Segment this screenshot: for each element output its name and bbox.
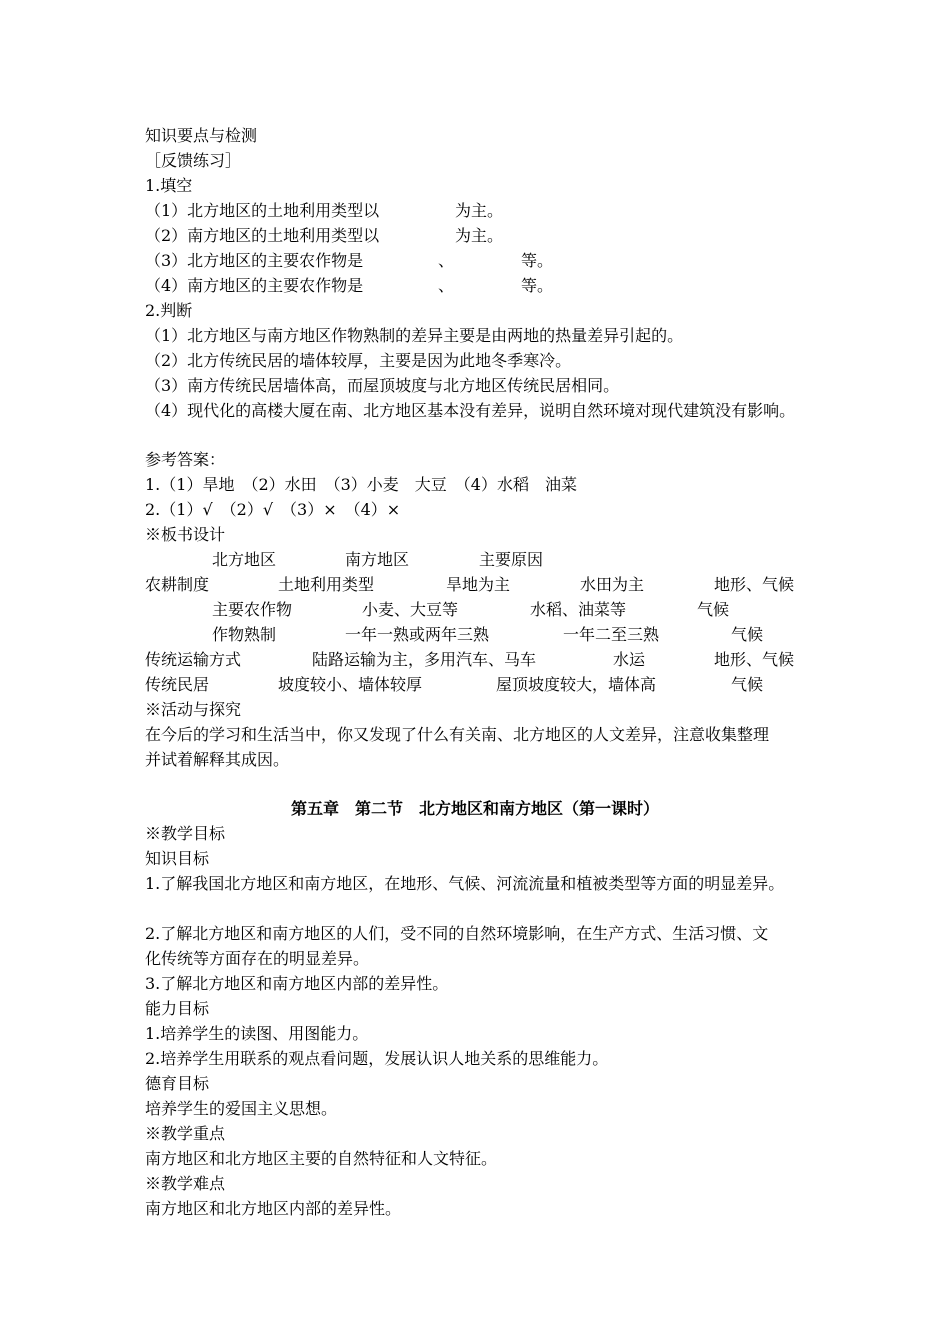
fill-blank-suffix: 等。: [521, 276, 554, 295]
teaching-focus-title: ※教学重点: [145, 1124, 226, 1143]
board-row-south: 水田为主: [580, 575, 645, 594]
board-row-south: 屋顶坡度较大，墙体高: [496, 675, 657, 694]
knowledge-goal-2-cont: 化传统等方面存在的明显差异。: [145, 949, 370, 968]
fill-blank-text: （3）北方地区的主要农作物是: [145, 251, 364, 270]
board-row-reason: 地形、气候: [714, 650, 795, 669]
board-row-sub: 土地利用类型: [278, 575, 375, 594]
board-row-north: 一年一熟或两年三熟: [345, 625, 490, 644]
fill-blank-suffix: 为主。: [455, 201, 504, 220]
board-header-north: 北方地区: [212, 550, 277, 569]
fill-blank-suffix: 等。: [521, 251, 554, 270]
board-row-group: 传统民居: [145, 675, 210, 694]
answers-line-2: 2.（1）√ （2）√ （3）× （4）×: [145, 500, 401, 519]
fill-blank-item-4: [145, 276, 363, 296]
board-row-north: 陆路运输为主，多用汽车、马车: [312, 650, 537, 669]
teaching-goals-title: ※教学目标: [145, 824, 226, 843]
activity-title: ※活动与探究: [145, 700, 242, 719]
board-row-south: 水稻、油菜等: [530, 600, 627, 619]
board-row-north: 小麦、大豆等: [362, 600, 459, 619]
fill-blank-separator: 、: [438, 251, 455, 270]
fill-blank-text: （4）南方地区的主要农作物是: [145, 276, 364, 295]
judge-item-4: （4）现代化的高楼大厦在南、北方地区基本没有差异，说明自然环境对现代建筑没有影响。: [145, 401, 796, 420]
fill-blank-text: （1）北方地区的土地利用类型以: [145, 201, 380, 220]
judge-item-2: （2）北方传统民居的墙体较厚，主要是因为此地冬季寒冷。: [145, 351, 572, 370]
moral-goal-1: 培养学生的爱国主义思想。: [145, 1099, 338, 1118]
board-design-title: ※板书设计: [145, 525, 226, 544]
teaching-difficulty: 南方地区和北方地区内部的差异性。: [145, 1199, 402, 1218]
board-row-south: 一年二至三熟: [563, 625, 660, 644]
question-2-title: 2.判断: [145, 301, 193, 320]
ability-goal-1: 1.培养学生的读图、用图能力。: [145, 1024, 369, 1043]
fill-blank-item-2: [145, 226, 379, 246]
teaching-focus: 南方地区和北方地区主要的自然特征和人文特征。: [145, 1149, 498, 1168]
board-header-south: 南方地区: [345, 550, 410, 569]
fill-blank-separator: 、: [438, 276, 455, 295]
knowledge-goal-2: 2.了解北方地区和南方地区的人们，受不同的自然环境影响，在生产方式、生活习惯、文: [145, 924, 769, 943]
board-row-south: 水运: [613, 650, 646, 669]
knowledge-goal-1: 1.了解我国北方地区和南方地区，在地形、气候、河流流量和植被类型等方面的明显差异。: [145, 874, 785, 893]
board-row-reason: 气候: [697, 600, 730, 619]
moral-goals-title: 德育目标: [145, 1074, 210, 1093]
board-row-sub: 主要农作物: [212, 600, 293, 619]
knowledge-goals-title: 知识目标: [145, 849, 210, 868]
fill-blank-item-3: [145, 251, 363, 271]
board-row-north: 旱地为主: [446, 575, 511, 594]
chapter-title: 第五章 第二节 北方地区和南方地区（第一课时）: [290, 799, 659, 818]
ability-goal-2: 2.培养学生用联系的观点看问题，发展认识人地关系的思维能力。: [145, 1049, 609, 1068]
activity-line-1: 在今后的学习和生活当中，你又发现了什么有关南、北方地区的人文差异，注意收集整理: [145, 725, 770, 744]
answers-line-1: 1.（1）旱地 （2）水田 （3）小麦 大豆 （4）水稻 油菜: [145, 475, 577, 494]
board-row-reason: 地形、气候: [714, 575, 795, 594]
fill-blank-suffix: 为主。: [455, 226, 504, 245]
fill-blank-item-1: [145, 201, 379, 221]
board-header-reason: 主要原因: [479, 550, 544, 569]
answers-title: 参考答案：: [145, 450, 226, 469]
section-heading: 知识要点与检测: [145, 126, 258, 145]
board-row-reason: 气候: [731, 625, 764, 644]
board-row-north: 坡度较小、墙体较厚: [278, 675, 423, 694]
judge-item-3: （3）南方传统民居墙体高，而屋顶坡度与北方地区传统民居相同。: [145, 376, 620, 395]
question-1-title: 1.填空: [145, 176, 193, 195]
feedback-heading: ［反馈练习］: [145, 151, 242, 170]
teaching-difficulty-title: ※教学难点: [145, 1174, 226, 1193]
board-row-group: 农耕制度: [145, 575, 210, 594]
judge-item-1: （1）北方地区与南方地区作物熟制的差异主要是由两地的热量差异引起的。: [145, 326, 684, 345]
knowledge-goal-3: 3.了解北方地区和南方地区内部的差异性。: [145, 974, 449, 993]
board-row-group: 传统运输方式: [145, 650, 242, 669]
board-row-reason: 气候: [731, 675, 764, 694]
activity-line-2: 并试着解释其成因。: [145, 750, 290, 769]
fill-blank-text: （2）南方地区的土地利用类型以: [145, 226, 380, 245]
ability-goals-title: 能力目标: [145, 999, 210, 1018]
board-row-sub: 作物熟制: [212, 625, 277, 644]
